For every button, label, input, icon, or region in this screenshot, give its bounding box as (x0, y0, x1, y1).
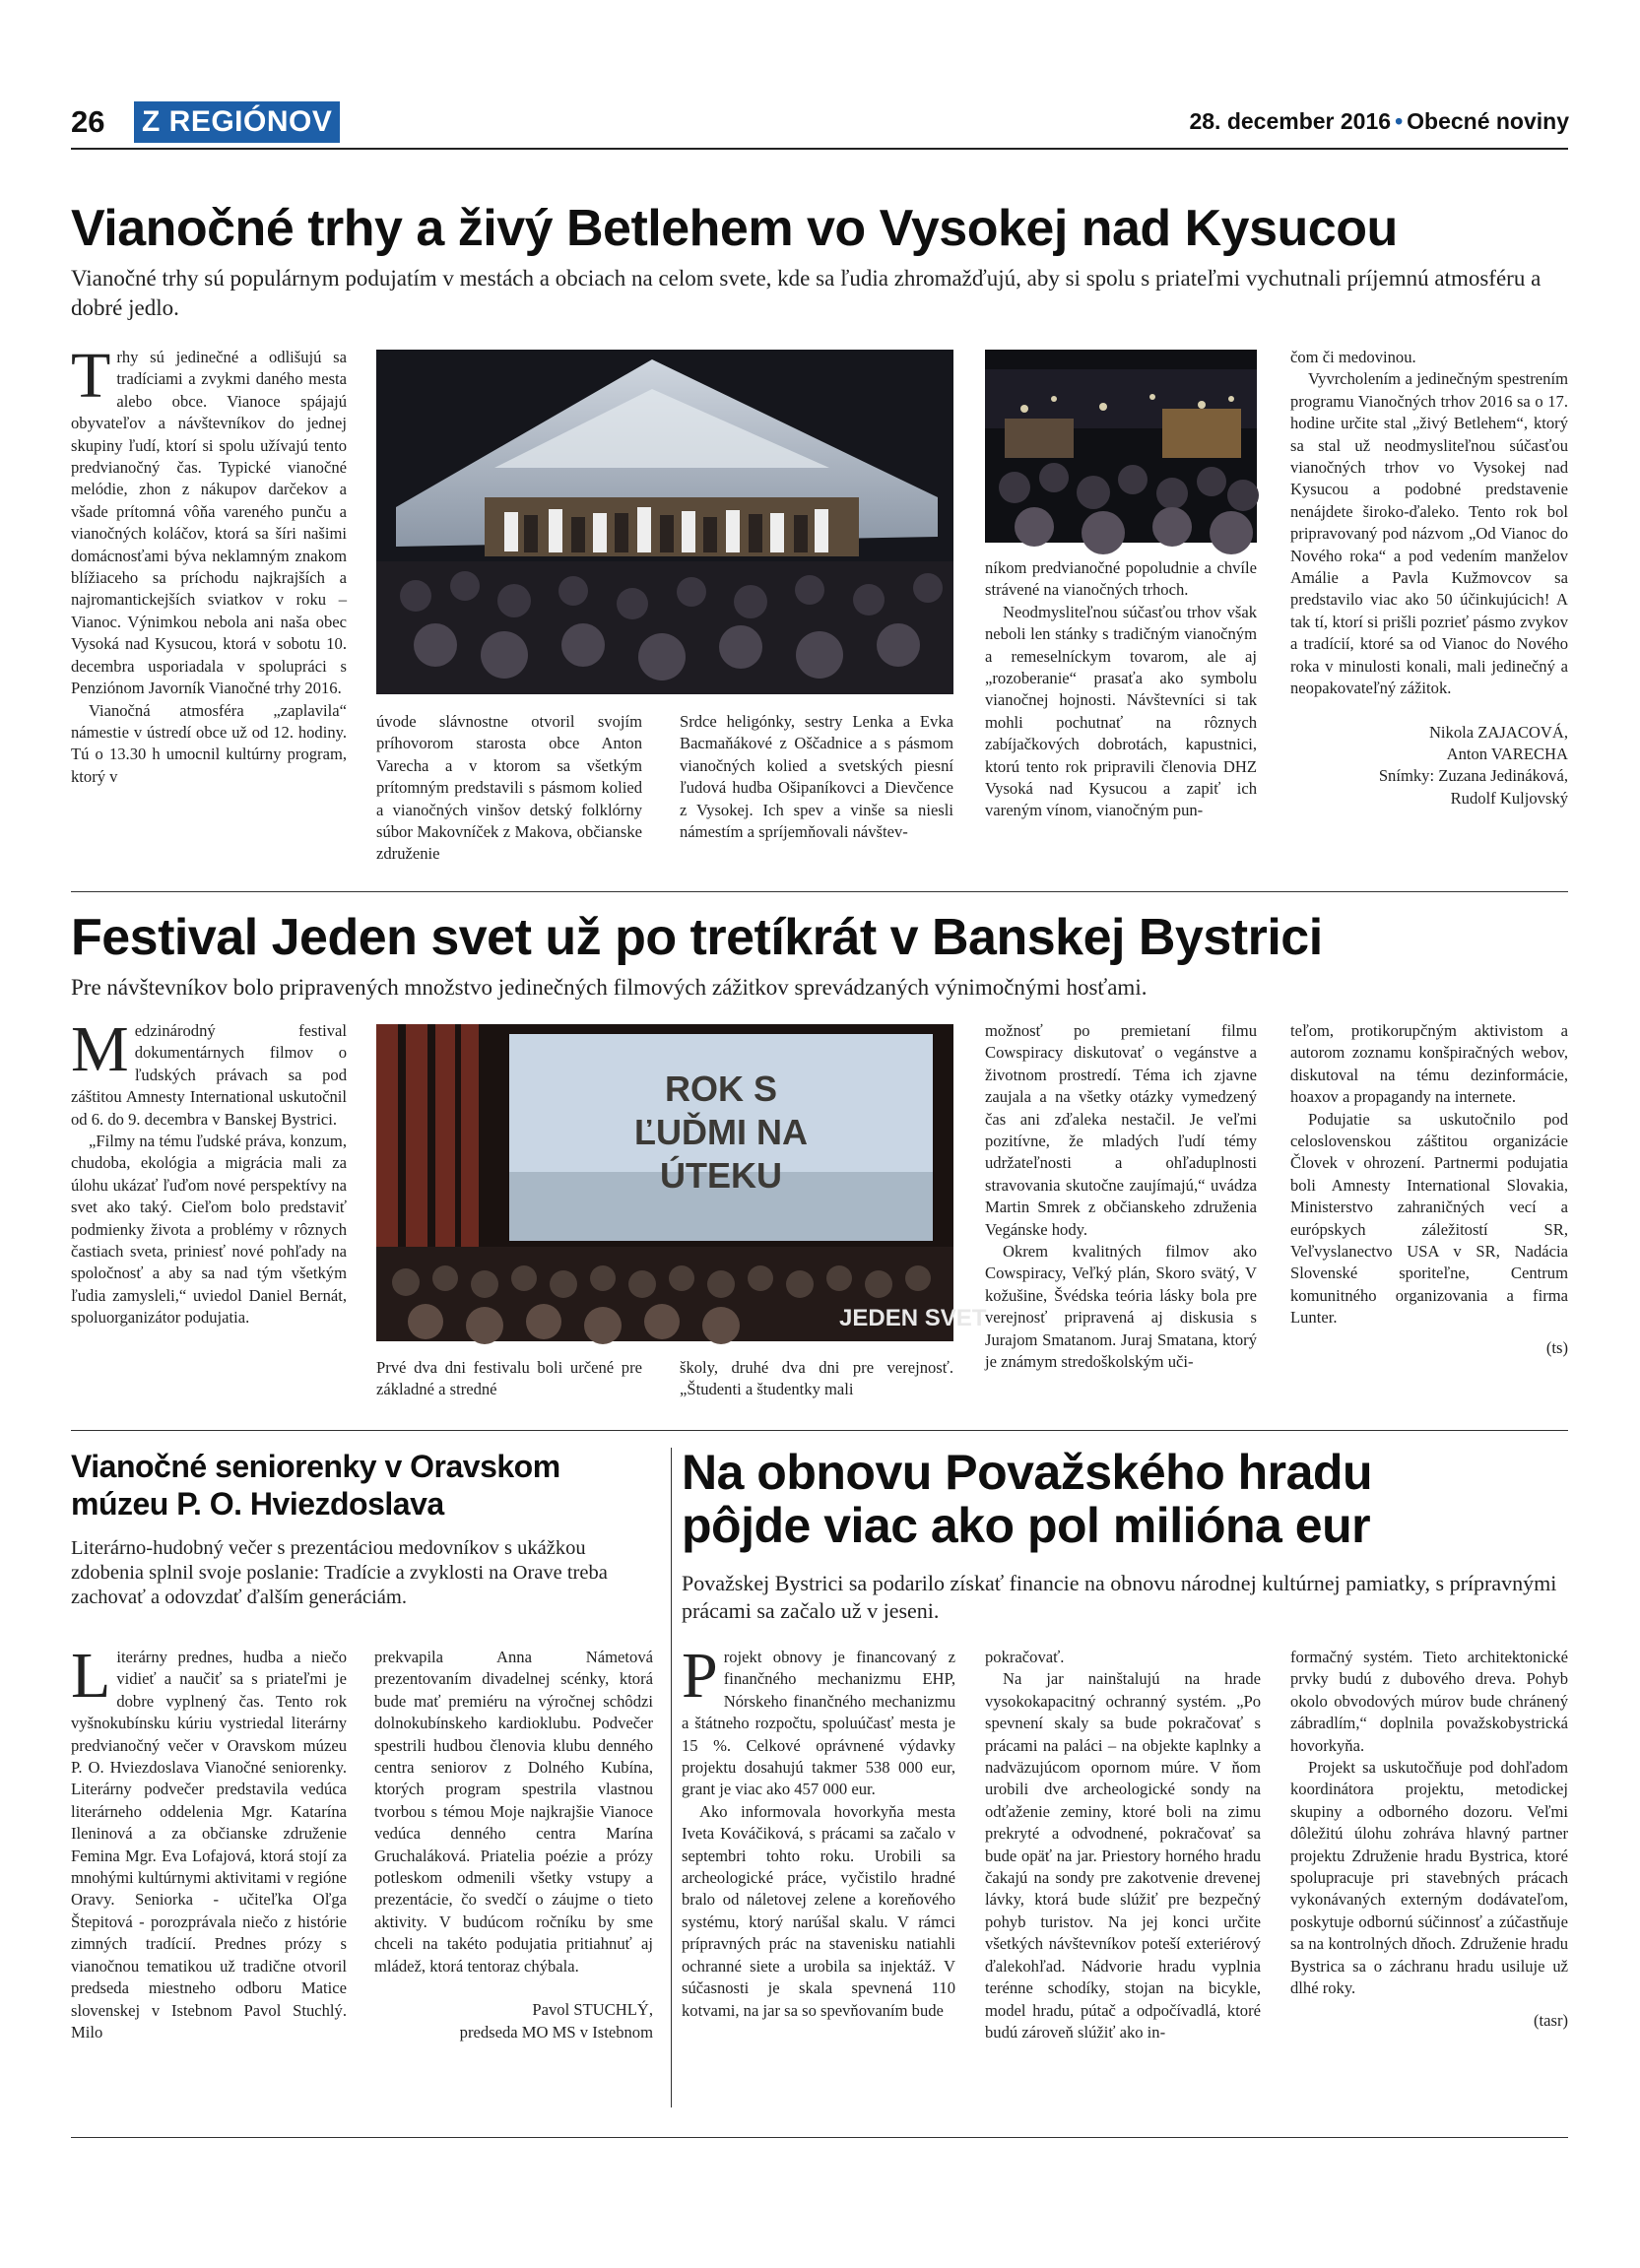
footer-rule (71, 2137, 1568, 2138)
photo-christmas-market (985, 350, 1257, 543)
dropcap: M (71, 1013, 129, 1085)
header-rule (71, 148, 1568, 150)
dropcap: L (71, 1640, 111, 1712)
article3-signature-1: Pavol STUCHLÝ, (532, 2000, 653, 2020)
article3-lead: Literárno-hudobný večer s prezentáciou medovníkov s ukážkou zdobenia splnil svoje poslanie: Tradície a zvyklosti na Orave treba zachovať a odovzdať ďalším generáciám. (71, 1537, 608, 1608)
article3-signature-2: predseda MO MS v Istebnom (459, 2022, 653, 2041)
article2-signature: (ts) (1545, 1337, 1568, 1357)
article4-column-2: pokračovať. Na jar nainštalujú na hrade vysokokapacitný ochranný systém. „Po spevnení skaly sa bude pokračovať s prácami na paláci – na objekte kaplnky a nadväzujúcom opornom múre. V ňom urobili dve archeologické sondy na odťaženie zeminy, ktoré boli na zimu prekryté a odvodnené, pokračovať sa bude opäť na jar. Priestory horného hradu čakajú na sondy pre zakotvenie drevenej lávky, ktorá bude slúžiť pre bezpečný pohyb turistov. Na jej konci určite všetkých návštevníkov poteší exteriérový ďalekohľad. Nádvorie hradu vyplnia terénne schodíky, stojan na bicykle, model hradu, pútač a odpočívadlá, ktoré budú zároveň slúžiť ako in- (985, 1648, 1261, 2041)
page-number: 26 (71, 104, 105, 139)
article3-title: Vianočné seniorenky v Oravskom múzeu P. O. Hviezdoslava (71, 1449, 560, 1522)
article1-column-3: Srdce heligónky, sestry Lenka a Evka Bacmaňákové z Oščadnice a s pásmom vianočných kolied a svetských piesní ľudová hudba Ošipaníkovci a Dievčence z Vysokej. Ich spev a vinše sa niesli námestím a spríjemňovali návštev- (680, 712, 953, 842)
article1-signature-3: Snímky: Zuzana Jedináková, (1378, 766, 1568, 786)
article2-column-5: teľom, protikorupčným aktivistom a autorom zoznamu konšpiračných webov, diskutoval na tému dezinformácie, hoaxov a propagandy na internete. Podujatie sa uskutočnilo pod celoslovenskou záštitou organizácie Človek v ohrození. Partnermi podujatia boli Amnesty International Slovakia, Ministerstvo zahraničných vecí a európskych záležitostí SR, Veľvyslanectvo USA v SR, Nadácia Slovenské sporiteľne, Centrum komunitného organizovania a firma Lunter. (ts) (1290, 1020, 1568, 1416)
article1-title: Vianočné trhy a živý Betlehem vo Vysokej nad Kysucou (71, 200, 1398, 257)
article1-column-2: úvode slávnostne otvoril svojím príhovorom starosta obce Anton Varecha a v ktorom sa všetkým prítomným predstavili s pásmom kolied a vianočných vinšov detský folklórny súbor Makovníček z Makova, občianske združenie (376, 712, 642, 864)
article1-column-5: čom či medovinou. Vyvrcholením a jedinečným spestrením programu Vianočných trhov 2016 sa o 17. hodine určite stal „živý Betlehem“, ktorý sa stal už neodmysliteľnou súčasťou vianočných trhov vo Vysokej nad Kysucou a podobné predstavenie nenájdete široko-ďaleko. Tento rok bol pripravovaný pod názvom „Od Vianoc do Nového roka“ a pod vedením manželov Amálie a Pavla Kužmovcov sa predstavilo viac ako 50 účinkujúcich! A tak tí, ktorí si prišli pozrieť pásmo zvykov a tradícií, ktoré sa od Vianoc do Nového roka v minulosti konali, mali jedinečný a neopakovateľný zážitok. Nikola ZAJACOVÁ, Anton VARECHA Snímky: Zuzana Jedináková, Rudolf Kuljovský (1290, 347, 1568, 878)
article1-column-1: Trhy sú jedinečné a odlišujú sa tradíciami a zvykmi daného mesta alebo obce. Vianoce spájajú obyvateľov a návštevníkov do jednej skupiny ľudí, ktorí si spolu užívajú tento predvianočný čas. Typické vianočné melódie, zhon z nákupov darčekov a všade prítomná vôňa vareného punču a vianočných koláčov, ktorá sa šíri našimi domácnosťami býva neklamným znakom blížiaceho sa príchodu najkrajších a najromantickejších sviatkov v roku – Vianoc. Výnimkou nebola ani naša obec Vysoká nad Kysucou, ktorá v sobotu 10. decembra usporiadala v spolupráci s Penziónom Javorník Vianočné trhy 2016. Vianočná atmosféra „zaplavila“ námestie v ústredí obce už od 12. hodiny. Tú o 13.30 h umocnil kultúrny program, ktorý v (71, 340, 347, 786)
article2-lead: Pre návštevníkov bolo pripravených množstvo jedinečných filmových zážitkov sprevádzaných výnimočnými hosťami. (71, 975, 1148, 1000)
screen-text-1: ROK S (664, 1069, 778, 1109)
issue-date: 28. december 2016 (1189, 108, 1392, 134)
article1-signature-2: Anton VARECHA (1446, 744, 1568, 763)
article2-column-1: Medzinárodný festival dokumentárnych filmov o ľudských právach sa pod záštitou Amnesty International uskutočnil od 6. do 9. decembra v Banskej Bystrici. „Filmy na tému ľudské práva, konzum, chudoba, ekológia a migrácia mali za úlohu ukázať ľuďom nové perspektívy na svet ako taký. Cieľom bolo predstaviť podmienky života a problémy v rôznych častiach sveta, priniesť nové pohľady na spoločnosť a aby sa nad tým všetkým ľudia zamysleli,“ uviedol Daniel Bernát, spoluorganizátor podujatia. (71, 1013, 347, 1328)
article-divider (71, 1430, 1568, 1431)
photo-living-nativity (376, 350, 953, 694)
section-label: Z REGIÓNOV (134, 101, 340, 143)
article4-lead: Považskej Bystrici sa podarilo získať financie na obnovu národnej kultúrnej pamiatky, s prípravnými prácami sa začalo už v jeseni. (682, 1571, 1557, 1623)
article3-column-1: Literárny prednes, hudba a niečo vidieť a naučiť sa s priateľmi je dobre vyplnený čas. Tento rok vyšnokubínsku kúriu vystriedal literárny predvianočný večer v Oravskom múzeu P. O. Hviezdoslava Vianočné seniorenky. Literárny podvečer predstavila vedúca literárneho oddelenia Mgr. Katarína Ileninová a za občianske združenie Femina Mgr. Eva Lofajová, ktorá stojí za mnohými kultúrnymi aktivitami v regióne Oravy. Seniorka - učiteľka Oľga Štepitová - porozprávala niečo z histórie zimných tradícií. Prednes prózy s vianočnou tematikou už tradične otvoril predseda miestneho odboru Matice slovenskej v Istebnom Pavol Stuchlý. Milo (71, 1640, 347, 2041)
dateline (1189, 108, 1569, 135)
article1-signature-1: Nikola ZAJACOVÁ, (1428, 722, 1568, 742)
article2-column-3: školy, druhé dva dni pre verejnosť. „Študenti a študentky mali (680, 1358, 953, 1399)
dropcap: T (71, 340, 111, 412)
article4-signature: (tasr) (1533, 2010, 1568, 2030)
article-divider (71, 891, 1568, 892)
festival-logo: JEDEN SVET (839, 1305, 987, 1331)
dropcap: P (682, 1640, 718, 1712)
article1-signature-4: Rudolf Kuljovský (1450, 788, 1568, 808)
article2-title: Festival Jeden svet už po tretíkrát v Banskej Bystrici (71, 909, 1323, 966)
article2-column-2: Prvé dva dni festivalu boli určené pre základné a stredné (376, 1358, 642, 1399)
article4-title: Na obnovu Považského hradu pôjde viac ako pol milióna eur (682, 1445, 1373, 1553)
article1-lead: Vianočné trhy sú populárnym podujatím v mestách a obciach na celom svete, kde sa ľudia zhromažďujú, aby si spolu s priateľmi vychutnali príjemnú atmosféru a dobré jedlo. (71, 266, 1542, 320)
article4-column-3: formačný systém. Tieto architektonické prvky budú z dubového dreva. Pohyb okolo obvodových múrov bude chránený zábradlím,“ doplnila považskobystrická hovorkyňa. Projekt sa uskutočňuje pod dohľadom koordinátora projektu, metodickej skupiny a odborného dozoru. Veľmi dôležitú úlohu zohráva hlavný partner projektu Združenie hradu Bystrica, ktoré spolupracuje pri stavebných prácach vykonávaných externým dodávateľom, poskytuje odbornú súčinnosť a zúčastňuje sa na kontrolných dňoch. Združenie hradu Bystrica sa o záchranu hradu usiluje už dlhé roky. (tasr) (1290, 1647, 1568, 2119)
photo-film-festival (376, 1024, 987, 1341)
article1-column-4: níkom predvianočné popoludnie a chvíle strávené na vianočných trhoch. Neodmysliteľnou súčasťou trhov však neboli len stánky s tradičným vianočným a remeselníckym tovarom, ale aj „rozoberanie“ prasaťa ako symbolu vianočnej hojnosti. Návštevníci si tak mohli pochutnať na rôznych zabíjačkových dobrotách, kapustnici, ktorú tento rok pripravili členovia DHZ Vysoká nad Kysucou a zapiť ich vareným vínom, vianočným pun- (985, 558, 1257, 820)
newspaper-name: Obecné noviny (1407, 108, 1569, 134)
article2-column-4: možnosť po premietaní filmu Cowspiracy diskutovať o vegánstve a životnom prostredí. Téma ich zjavne zaujala a na všetky otázky vymedzený čas ani zďaleka nestačil. Je veľmi pozitívne, že mladých ľudí témy udržateľnosti a ohľaduplnosti stravovania skutočne zaujímajú,“ uvádza Martin Smrek z občianskeho združenia Vegánske hody. Okrem kvalitných filmov ako Cowspiracy, Veľký plán, Skoro svätý, V kožušine, Švédska teória lásky bola pre verejnosť pripravená aj diskusia s Jurajom Smatanom. Juraj Smatana, ktorý je známym stredoškolským uči- (985, 1021, 1257, 1372)
bullet-separator: • (1395, 108, 1404, 134)
column-separator (671, 1448, 672, 2107)
article4-column-1: Projekt obnovy je financovaný z finančného mechanizmu EHP, Nórskeho finančného mechanizmu a štátneho rozpočtu, spoluúčasť mesta je 15 %. Celkové oprávnené výdavky projektu dosahujú takmer 538 000 eur, grant je viac ako 457 000 eur. Ako informovala hovorkyňa mesta Iveta Kováčiková, s prácami sa začalo v septembri tohto roku. Urobili sa archeologické práce, vyčistilo hradné bralo od náletovej zelene a koreňového systému, ktorý narúšal skalu. V rámci prípravných prác na stavenisku natiahli ochranné siete a urobila sa injektáž. V súčasnosti je skala spevnená 110 kotvami, na jar sa so spevňovaním bude (682, 1640, 955, 2020)
screen-text-2: ĽUĎMI NA (634, 1112, 808, 1152)
article3-column-2: prekvapila Anna Námetová prezentovaním divadelnej scénky, ktorá bude mať premiéru na výročnej schôdzi dolnokubínskeho kardioklubu. Podvečer spestrili hudbou členovia klubu denného centra seniorov z Dolného Kubína, ktorých program spestrila vlastnou tvorbou s témou Moje najkrajšie Vianoce vedúca denného centra Marína Gruchaláková. Priatelia poézie a prózy potleskom odmenili všetky vstupy a prezentácie, čo svedčí o záujme o tieto aktivity. V budúcom ročníku by sme chceli na takéto podujatia pritiahnuť aj mládež, ktorá tentoraz chýbala. Pavol STUCHLÝ, predseda MO MS v Istebnom (374, 1647, 653, 2119)
screen-text-3: ÚTEKU (660, 1155, 782, 1196)
